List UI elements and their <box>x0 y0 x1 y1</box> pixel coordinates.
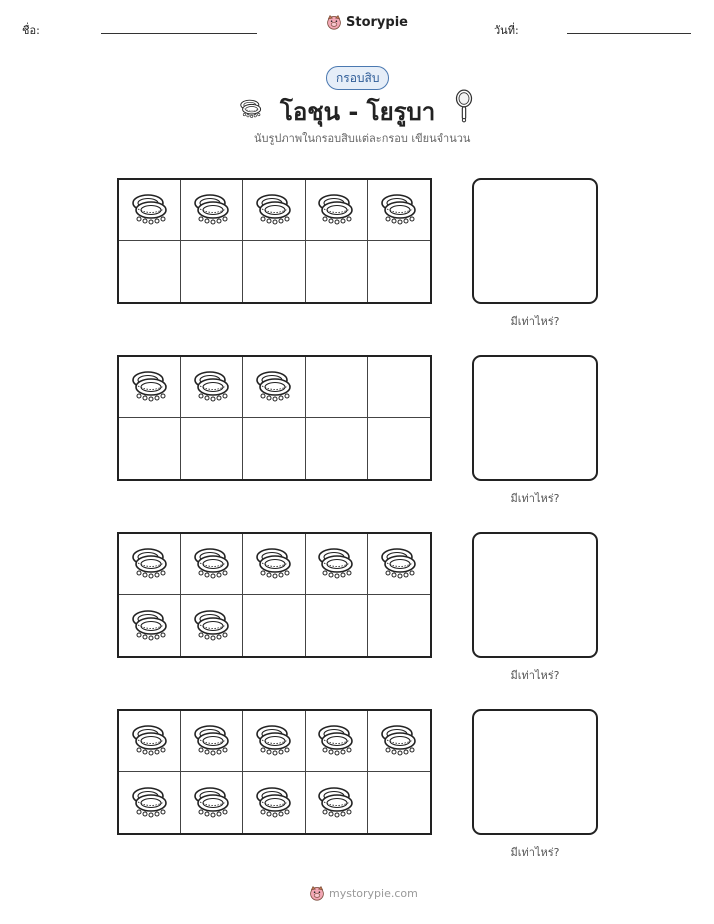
frame-cell <box>368 595 430 656</box>
frame-cell <box>306 357 368 418</box>
frame-cell <box>306 241 368 302</box>
bracelet-icon <box>316 188 356 232</box>
frame-cell <box>368 241 430 302</box>
date-label: วันที่: <box>494 24 519 37</box>
frame-cell <box>119 418 181 479</box>
count-question: มีเท่าไหร่? <box>510 669 560 682</box>
frame-cell <box>119 180 181 241</box>
frame-cell <box>181 180 243 241</box>
worksheet-type-badge: กรอบสิบ <box>326 66 389 90</box>
frame-cell <box>368 772 430 833</box>
bracelet-icon <box>254 542 294 586</box>
frame-cell <box>243 241 305 302</box>
bracelet-icon <box>130 719 170 763</box>
frame-cell <box>368 711 430 772</box>
bracelet-icon <box>130 781 170 825</box>
bracelet-icon <box>379 719 419 763</box>
bracelet-icon <box>130 365 170 409</box>
ten-frame-1 <box>117 178 432 304</box>
frame-cell <box>119 241 181 302</box>
frame-cell <box>368 357 430 418</box>
frame-cell <box>181 357 243 418</box>
answer-box-1[interactable] <box>472 178 598 304</box>
count-question: มีเท่าไหร่? <box>510 846 560 859</box>
frame-cell <box>306 711 368 772</box>
bracelet-icon <box>254 188 294 232</box>
count-question: มีเท่าไหร่? <box>510 492 560 505</box>
instructions: นับรูปภาพในกรอบสิบแต่ละกรอบ เขียนจำนวน <box>254 132 471 145</box>
frame-cell <box>243 180 305 241</box>
frame-cell <box>119 534 181 595</box>
ten-frame-3 <box>117 532 432 658</box>
frame-cell <box>306 534 368 595</box>
frame-cell <box>368 418 430 479</box>
frame-cell <box>243 711 305 772</box>
frame-cell <box>243 357 305 418</box>
bracelet-icon <box>379 542 419 586</box>
page-title: โอชุน - โยรูบา <box>280 98 436 126</box>
frame-cell <box>368 534 430 595</box>
frame-cell <box>181 534 243 595</box>
ten-frame-2 <box>117 355 432 481</box>
bracelet-icon <box>316 542 356 586</box>
brand-name: Storypie <box>346 14 408 30</box>
bracelet-icon <box>316 781 356 825</box>
frame-cell <box>243 534 305 595</box>
bracelet-icon <box>192 542 232 586</box>
bracelet-icon <box>237 96 265 120</box>
brand-logo <box>326 14 408 30</box>
frame-cell <box>119 772 181 833</box>
frame-cell <box>243 595 305 656</box>
frame-cell <box>368 180 430 241</box>
bracelet-icon <box>316 719 356 763</box>
footer-site: mystorypie.com <box>329 886 418 900</box>
frame-cell <box>119 357 181 418</box>
name-write-line[interactable] <box>101 33 257 34</box>
bracelet-icon <box>192 781 232 825</box>
bracelet-icon <box>379 188 419 232</box>
bracelet-icon <box>254 365 294 409</box>
bracelet-icon <box>192 719 232 763</box>
bracelet-icon <box>192 604 232 648</box>
frame-cell <box>181 772 243 833</box>
frame-cell <box>181 241 243 302</box>
frame-cell <box>306 595 368 656</box>
bracelet-icon <box>130 188 170 232</box>
frame-cell <box>306 772 368 833</box>
count-question: มีเท่าไหร่? <box>510 315 560 328</box>
name-label: ชื่อ: <box>22 24 40 37</box>
bracelet-icon <box>130 542 170 586</box>
frame-cell <box>181 418 243 479</box>
answer-box-4[interactable] <box>472 709 598 835</box>
frame-cell <box>181 595 243 656</box>
hand-mirror-icon <box>454 89 474 123</box>
answer-box-3[interactable] <box>472 532 598 658</box>
frame-cell <box>181 711 243 772</box>
frame-cell <box>119 711 181 772</box>
ten-frame-4 <box>117 709 432 835</box>
pig-mascot-icon <box>326 14 342 30</box>
footer <box>309 885 418 901</box>
frame-cell <box>306 180 368 241</box>
date-write-line[interactable] <box>567 33 691 34</box>
bracelet-icon <box>192 365 232 409</box>
bracelet-icon <box>254 781 294 825</box>
answer-box-2[interactable] <box>472 355 598 481</box>
bracelet-icon <box>192 188 232 232</box>
frame-cell <box>306 418 368 479</box>
pig-mascot-icon <box>309 885 325 901</box>
frame-cell <box>119 595 181 656</box>
frame-cell <box>243 418 305 479</box>
bracelet-icon <box>254 719 294 763</box>
bracelet-icon <box>130 604 170 648</box>
frame-cell <box>243 772 305 833</box>
